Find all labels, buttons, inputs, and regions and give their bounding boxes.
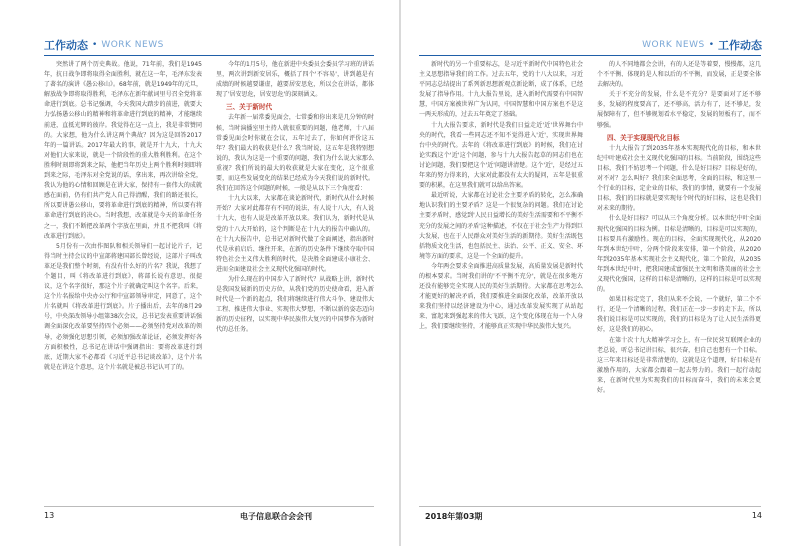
paragraph: 什么是好目标？可以从三个角度分析。以本世纪中叶全面现代化强国的目标为例。目标是清晰的，目标是可以实现的，目标要具有激励性。现在的目标，全面实现现代化，从2020年到本世纪中叶，分两个阶段来安排，第一个阶段，从2020年到2035年基本实现社会主义现代化，第二个阶段，从2035年到本世纪中叶，把我国建成富强民主文明和谐美丽的社会主义现代化强国，这样的目标是清晰的，这样的目标是可以实现的。 — [597, 215, 761, 294]
right-page-body — [419, 60, 761, 496]
footer-rule — [419, 506, 761, 507]
paragraph: 最近听说，大家都在讨论社会主要矛盾的转化，怎么准确地认识我们的主要矛盾？这是一个很复杂的问题。我们在讨论主要矛盾时，感觉到'人民日益增长的美好生活需要和不平衡不充分的发展之间的矛盾'这种描述，不仅在于社会生产力得到巨大发展，也在于人民群众对美好生活的新期待。美好生活既包括物质文化生活，也包括民主、法治、公平、正义、安全、环境等方面的要求，这是一个全面的提升。 — [419, 192, 583, 260]
section-header — [44, 38, 164, 52]
section-title-cn: 工作动态 — [718, 39, 762, 52]
paragraph: 突然讲了两个历史典故。他说，71年前，我们是1945年，抗日战争即将取得全面胜利，就在这一年，毛泽东发表了著名的演讲《愚公移山》。68年前，就是1949年的元旦，解放战争即将取得胜利，毛泽东在新年献词里号召全党将革命进行到底。总书记强调，今天我国大踏步的前进，就要大力弘扬愚公移山的精神和将革命进行到底的精神，才能继续前进，直抵光辉的彼岸。我觉得在这一点上，我是非常赞同的。大家想，他为什么讲这两个典故？因为这是回答2017年的一篇讲话。2017年最大的事，就是开十九大，十九大对他们大家来说，就是一个阶段性的重大胜利胜利。在这个胜利时刻即将到来之际，他把当年历史上两个胜利时刻即将到来之际，毛泽东对全党说的话，拿出来，再次讲给全党，我认为他的心情和回顾是在讲大家，保持有一套伟大的成就感在面前，仍有们共产党人自己得清醒，我们的路还很长，所以要讲愚公移山，要将革命进行到底的精神，所以要有将革命进行到底的决心。当时我想，改革就是今天的革命任务之一，我们不断把改革两个字放在里面，并且不把我叫《将改革进行到底》。 — [44, 61, 202, 240]
paragraph: 在第十次十九大精神学习会上，有一位民营互联网企业的老总说，听总书记讲目标，很兴奋，但自己也想有一个目标。这三年来目标还是非常清楚的，这就是这个道理，好目标是有激励作用的，大家都会跟着一起去努力的。我们一起行动起来，在新时代里为实现我们的目标而奋斗，我们的未来会更好。 — [597, 336, 761, 394]
left-page — [0, 0, 399, 546]
header-separator: • — [92, 40, 98, 50]
paragraph: 十九大报告了到2035年基本实现现代化的目标，和本世纪中叶建成社会主义现代化强国的目标。当前阶段，围绕这些目标，我们不妨思考一个问题，什么是好目标？目标是好的，对不对？怎么叫好？我们来全面思考，全面的目标，和这里一个行业的目标，定企业的目标，我们的事情，就要有一个发展目标，我们的目标就是要实现每个时代的好目标，这也是我们对未来的期待。 — [597, 144, 761, 213]
section-title-en: WORK NEWS — [101, 40, 164, 50]
paragraph: 5月份有一次由作图队和相关领导们一起讨论片子，记得当时主持会议的中宣部蒋建国部长曾经说，这部片子叫改革还是我们整个时刻，有没有什么好的片名？我说，我想了个题目，叫《将改革进行到底》，蒋部长说有意思，很提议，这个名字很好，那这个片子就确定叫这个名字。后来，这个片名报给中央办公厅和中宣部领导审定，同意了，这个片名就叫《将改革进行到底》。片子播出后，去年的8月29号，中央深改领导小组第38次会议，总书记发表重要讲话强调全面深化改革要坚持四个必须——必须坚持党对改革的领导，必须强化思想引领，必须加强改革论证，必须发挥好各方面积极性，总书记在讲话中强调指出：要将改革进行到底，近期大家不必都看《习近平总书记谈改革》，这个片名就是在讲这个意思，这个片名就是被总书记认可了的。 — [44, 242, 202, 371]
right-column-2 — [597, 60, 761, 496]
paragraph: 为什么现在的中国步入了新时代？从战略上讲，新时代是我国发展新的历史方位，从我们党的历史使命看，进入新时代是一个新的起点，我们将继续进行伟大斗争、建设伟大工程、推进伟大事业、实现伟大梦想，不断以新的姿态迈向新的历史征程，以实现中华民族伟大复兴的中国梦作为新时代的总任务。 — [216, 275, 374, 334]
issue-label: 2018年第03期 — [425, 512, 483, 521]
paragraph: 今年两会要求全面推进高质量发展，高质量发展是新时代的根本要求。当时我们讲的'不平衡不充分'，就是在很多地方还没有能够完全实现人民的美好生活期待。大家都在思考怎么才能更好的解决矛盾，我们要推进全面深化改革，改革开放以来我们坚持以经济建设为中心，通过改革发展实现了从站起来、富起来到强起来的伟大飞跃，这个变化体现在每一个人身上，我们要继续坚持，才能够真正实现中华民族伟大复兴。 — [419, 262, 583, 331]
section-title-cn: 工作动态 — [44, 39, 88, 52]
header-rule — [419, 55, 761, 56]
paragraph: 十九大报告要求，新时代是我们日益走近'近'世界舞台中央的时代，我看一些同志还不知不觉得进入'近'，实现世界舞台中央的时代。去年的《将改革进行到底》的时候，我们在讨论实践这个'近'这个问题，参与十九大报告起草的同志们也在讨论问题，我们要把这个'近'问题讲清楚。这个'近'，是经过五年来的努力得来的，大家对此都没有太大的疑问，五年是很重要的积累，在这里我们就可以给出答案。 — [419, 121, 583, 190]
section-heading: 三、关于新时代 — [226, 103, 273, 112]
right-page — [401, 0, 800, 546]
footer-rule — [44, 506, 374, 507]
publication-title: 电子信息联合会会刊 — [240, 512, 312, 521]
left-page-body — [44, 60, 374, 496]
right-column-1 — [419, 60, 583, 496]
section-heading: 四、关于实现现代化目标 — [607, 133, 680, 142]
paragraph: 十九大以来，大家都在谈论新时代，新时代从什么时候开始？大家对此都存有不同的说法，有人说十八大，有人说十九大，也有人说是改革开放以来。我们认为，新时代是从党的十八大开始的，这个判断是在十九大的报告中确认的。在十九大报告中，总书记对新时代做了全面阐述，指出新时代是承前启后、继往开来，在新的历史条件下继续夺取中国特色社会主义伟大胜利的时代，是决胜全面建成小康社会、进而全面建设社会主义现代化强国的时代。 — [216, 195, 374, 273]
header-separator: • — [708, 40, 714, 50]
paragraph: 今年的1月5号，他在新进中央委员会委员学习班的讲话里，两次讲到新安居乐，概括了四个'不容易'，讲到越是有成绩的时候越要谦虚，越要居安思危，所以会在讲话，都体现了'居安思危，居安思危'的深刻涵义。 — [216, 61, 374, 99]
paragraph: 的人不同地都会会讲，有的人还是等着要，慢慢都，这几个不平衡、体现的是人和以后的不平衡，而发展，正是要全体去解决的。 — [597, 61, 761, 89]
section-title-en: WORK NEWS — [642, 40, 705, 50]
left-column-1 — [44, 60, 202, 496]
section-header — [642, 38, 762, 52]
header-rule — [44, 55, 374, 56]
paragraph: 如果目标定完了，我们从来不会说，一个就好，第二个不行，还是一个清晰的过程，我们正在一步一步的走下去，所以我们说目标是可以实现的，我们的目标是为了让人民生活得更好，这是我们的初心。 — [597, 296, 761, 334]
page-number: 13 — [44, 511, 55, 520]
page-number: 14 — [751, 511, 762, 520]
paragraph: 关于不充分的发展，什么是不充分？是要面对了还不够多，发展的程度要高了，还不够高，活力有了，还不够足，发展保障有了，但不够规划看水平稳定，发展的短板有了，而不够强。 — [597, 91, 761, 129]
paragraph: 新时代的另一个重要标志，是习近平新时代中国特色社会主义思想指导我们的工作。过去五年，党的十八大以来，习近平同志总结提出了系列新思想新观点新论断，成了体系，已经发展了指导作用。十九大报告里说，进入新时代需要有中国智慧，中国方案被世界广为认同，中国智慧和中国方案也不是这一两天形成的，过去五年奠定了基础。 — [419, 61, 583, 119]
paragraph: 去年新一届常委见面会，七常委和你出来是几分钟的时候，当时演播室里主持人就很重要的问题，他老师，十八届常委见面会时你就在会议，五年过去了，你如何评价这五年？我们最大的收获是什么？我当时说，这五年是我特别想说的，我认为这是一个重要的问题，我们为什么说大家那么重视？我们所说的最大的收获就是大家在变化，这个很重要，而这些发展变化的结果已经成为今天我们说的新时代。我们在回答这个问题的时候，一般是从以下三个角度看： — [216, 114, 374, 193]
left-column-2 — [216, 60, 374, 496]
